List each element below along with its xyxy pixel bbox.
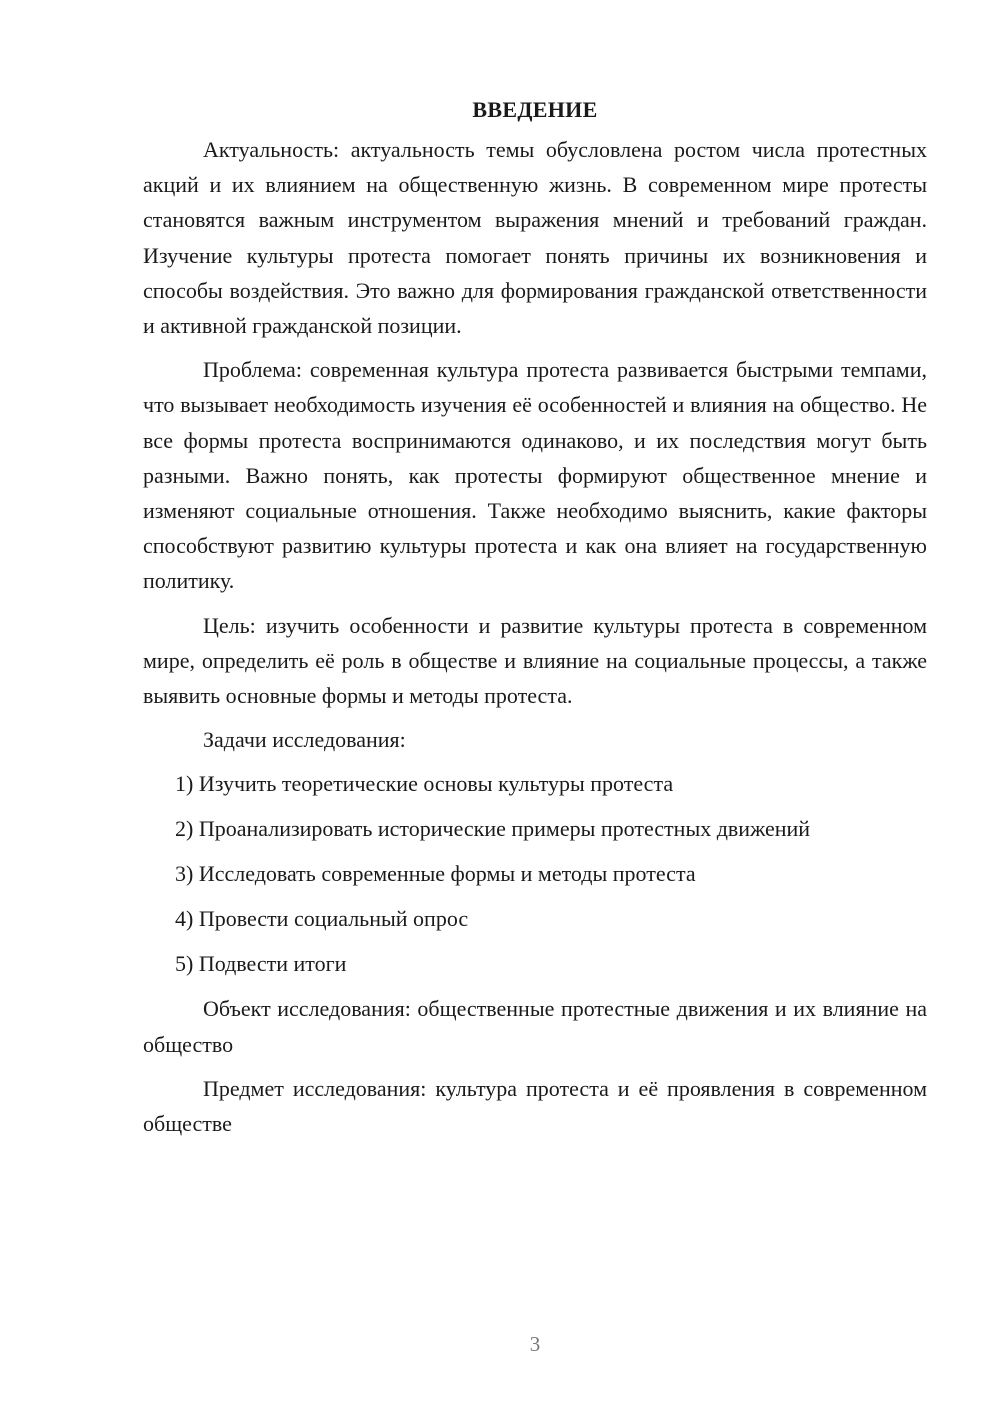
page-number: 3 — [529, 1332, 541, 1356]
page-title: ВВЕДЕНИЕ — [472, 97, 598, 122]
list-item: 2) Проанализировать исторические примеры протестных движений — [175, 816, 811, 842]
relevance-paragraph: Актуальность: актуальность темы обусловлена ростом числа протестных акций и их влиянием на общественную жизнь. В современном мире протесты становятся важным инструментом выражения мнений и требований граждан. Изучение культуры протеста помогает понять причины их возникновения и способы воздействия. Это важно для формирования гражданской ответственности и активной гражданской позиции. — [143, 137, 927, 339]
object-paragraph: Объект исследования: общественные протестные движения и их влияние на общество — [143, 996, 927, 1057]
subject-paragraph: Предмет исследования: культура протеста и её проявления в современном обществе — [143, 1075, 927, 1137]
list-item: 5) Подвести итоги — [175, 951, 347, 977]
goal-paragraph: Цель: изучить особенности и развитие культуры протеста в современном мире, определить её роль в обществе и влияние на социальные процессы, а также выявить основные формы и методы протеста. — [143, 612, 927, 709]
document-page — [143, 92, 927, 1150]
list-item: 1) Изучить теоретические основы культуры протеста — [175, 771, 674, 797]
list-item: 4) Провести социальный опрос — [175, 906, 469, 932]
problem-paragraph: Проблема: современная культура протеста развивается быстрыми темпами, что вызывает необходимость изучения её особенностей и влияния на общество. Не все формы протеста воспринимаются одинаково, и их последствия могут быть разными. Важно понять, как протесты формируют общественное мнение и изменяют социальные отношения. Также необходимо выяснить, какие факторы способствуют развитию культуры протеста и как она влияет на государственную политику. — [143, 357, 927, 594]
list-item: 3) Исследовать современные формы и методы протеста — [175, 861, 696, 887]
tasks-list — [143, 766, 927, 981]
tasks-heading: Задачи исследования: — [203, 727, 406, 753]
